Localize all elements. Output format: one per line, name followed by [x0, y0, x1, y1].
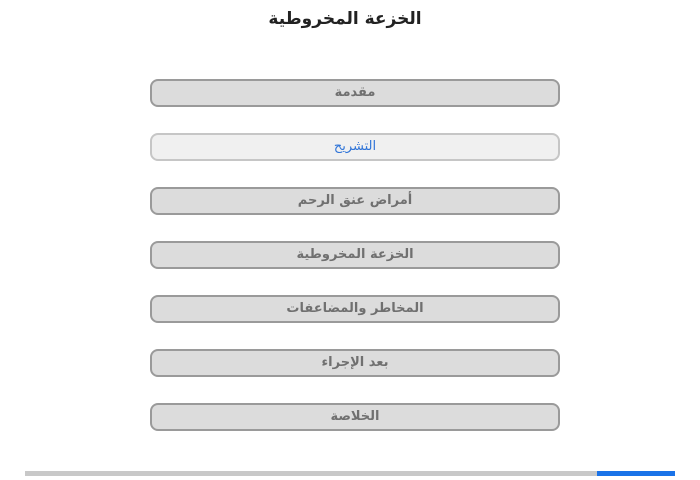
chapter-menu: [150, 79, 560, 457]
progress-bar-fill: [597, 471, 675, 476]
menu-item-cone-biopsy[interactable]: الخزعة المخروطية: [150, 241, 560, 269]
menu-item-after-procedure[interactable]: بعد الإجراء: [150, 349, 560, 377]
progress-bar: [25, 471, 675, 476]
menu-item-risks-complications[interactable]: المخاطر والمضاعفات: [150, 295, 560, 323]
menu-item-anatomy[interactable]: التشريح: [150, 133, 560, 161]
menu-item-introduction[interactable]: مقدمة: [150, 79, 560, 107]
page-title: الخزعة المخروطية: [268, 9, 422, 29]
menu-item-summary[interactable]: الخلاصة: [150, 403, 560, 431]
menu-item-cervical-diseases[interactable]: أمراض عنق الرحم: [150, 187, 560, 215]
